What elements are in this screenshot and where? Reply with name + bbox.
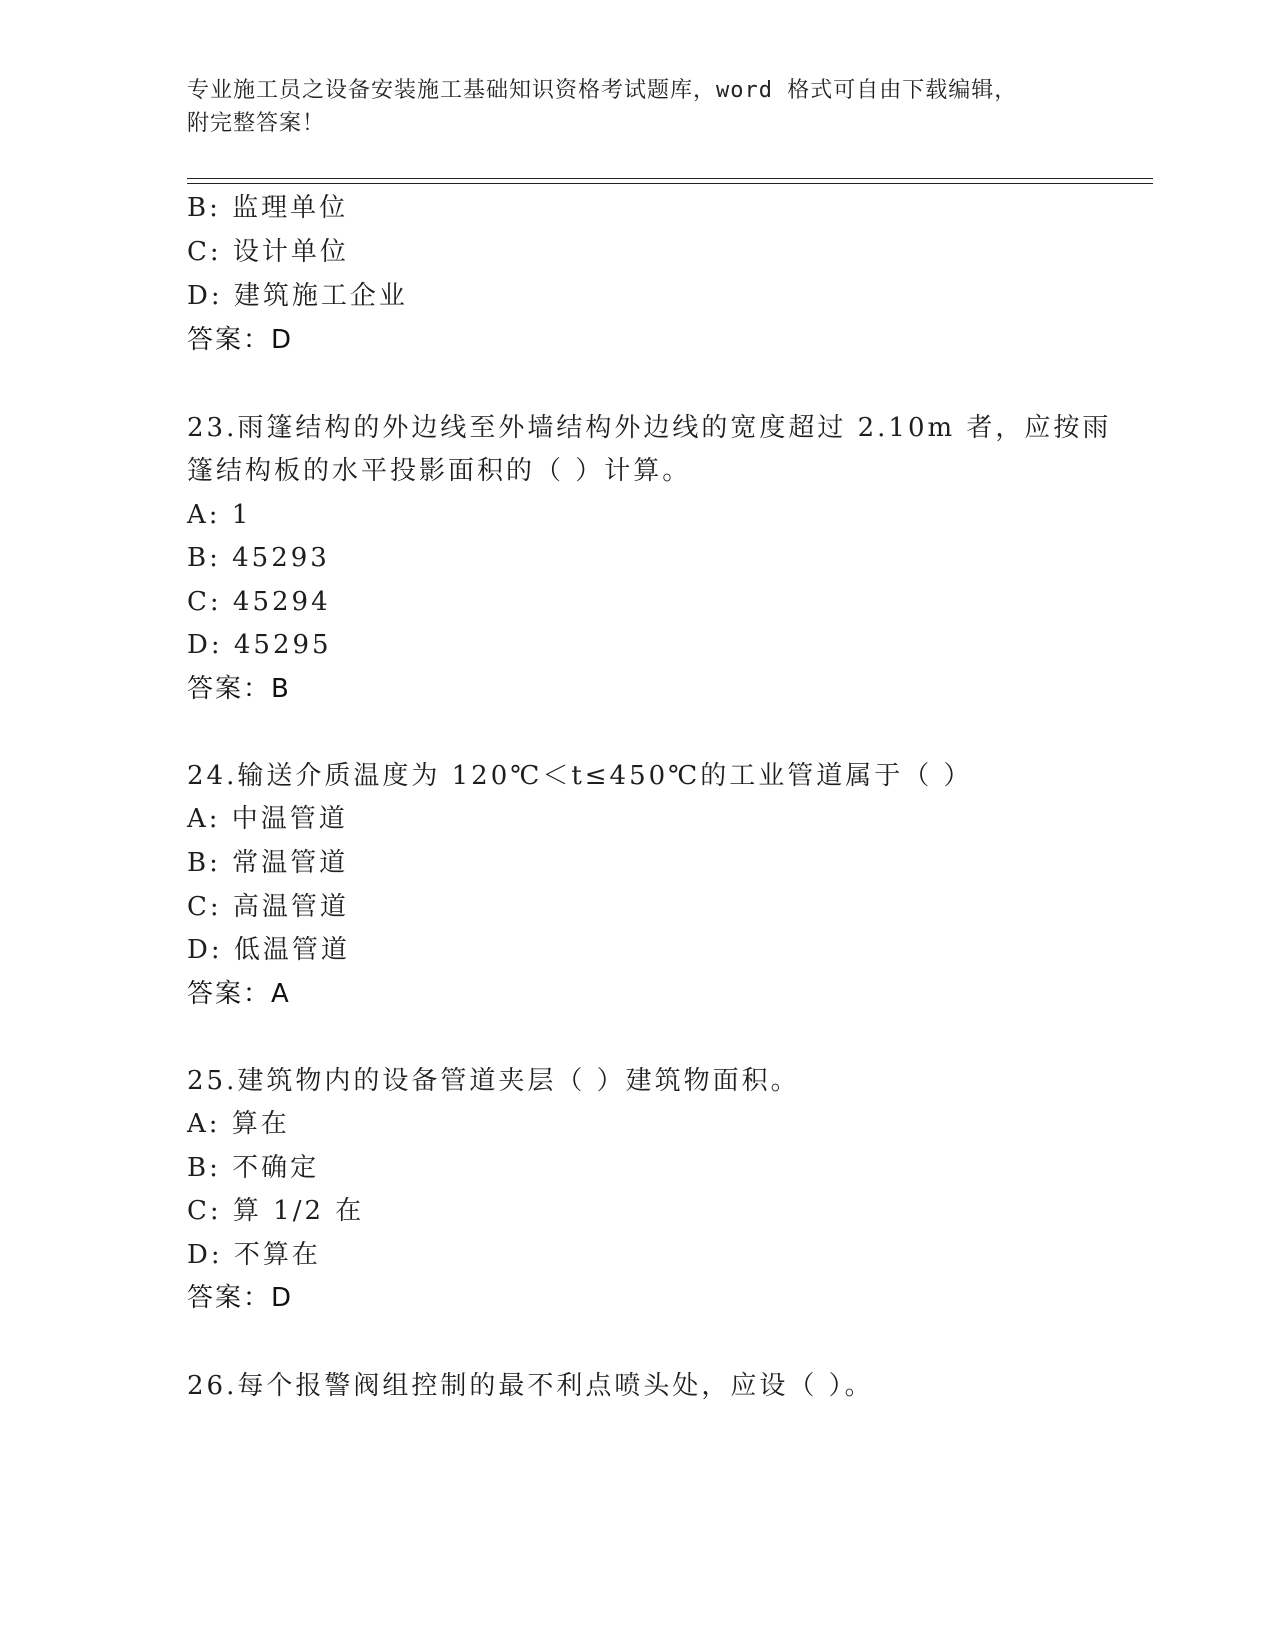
header-line-2: 附完整答案！ bbox=[187, 111, 326, 136]
option-b: B: 监理单位 bbox=[187, 193, 349, 223]
option-d: D: 45295 bbox=[187, 630, 332, 660]
answer: 答案：D bbox=[187, 325, 294, 355]
option-c: C: 算 1/2 在 bbox=[187, 1196, 365, 1226]
answer: 答案：B bbox=[187, 674, 291, 704]
option-c: C: 45294 bbox=[187, 587, 331, 617]
option-a: A: 算在 bbox=[187, 1109, 290, 1139]
option-c: C: 高温管道 bbox=[187, 892, 349, 922]
header-line-1: 专业施工员之设备安装施工基础知识资格考试题库，word 格式可自由下载编辑， bbox=[187, 78, 1018, 103]
option-d: D: 建筑施工企业 bbox=[187, 281, 408, 311]
option-d: D: 不算在 bbox=[187, 1240, 321, 1270]
question-23-line-1: 23.雨篷结构的外边线至外墙结构外边线的宽度超过 2.10m 者，应按雨 bbox=[187, 413, 1112, 443]
document-header bbox=[187, 74, 1087, 140]
option-b: B: 不确定 bbox=[187, 1153, 320, 1183]
option-c: C: 设计单位 bbox=[187, 237, 349, 267]
option-d: D: 低温管道 bbox=[187, 935, 350, 965]
header-divider-top bbox=[187, 178, 1153, 179]
question-26: 26.每个报警阀组控制的最不利点喷头处，应设（ ）。 bbox=[187, 1371, 874, 1401]
question-25: 25.建筑物内的设备管道夹层（ ）建筑物面积。 bbox=[187, 1066, 800, 1096]
question-23-line-2: 篷结构板的水平投影面积的（ ）计算。 bbox=[187, 456, 692, 486]
header-divider-bottom bbox=[187, 183, 1153, 184]
answer: 答案：D bbox=[187, 1283, 294, 1313]
answer: 答案：A bbox=[187, 979, 291, 1009]
option-a: A: 中温管道 bbox=[187, 804, 348, 834]
question-24: 24.输送介质温度为 120℃＜t≤450℃的工业管道属于（ ） bbox=[187, 761, 973, 791]
option-b: B: 常温管道 bbox=[187, 848, 349, 878]
option-b: B: 45293 bbox=[187, 543, 330, 573]
option-a: A: 1 bbox=[187, 500, 252, 530]
